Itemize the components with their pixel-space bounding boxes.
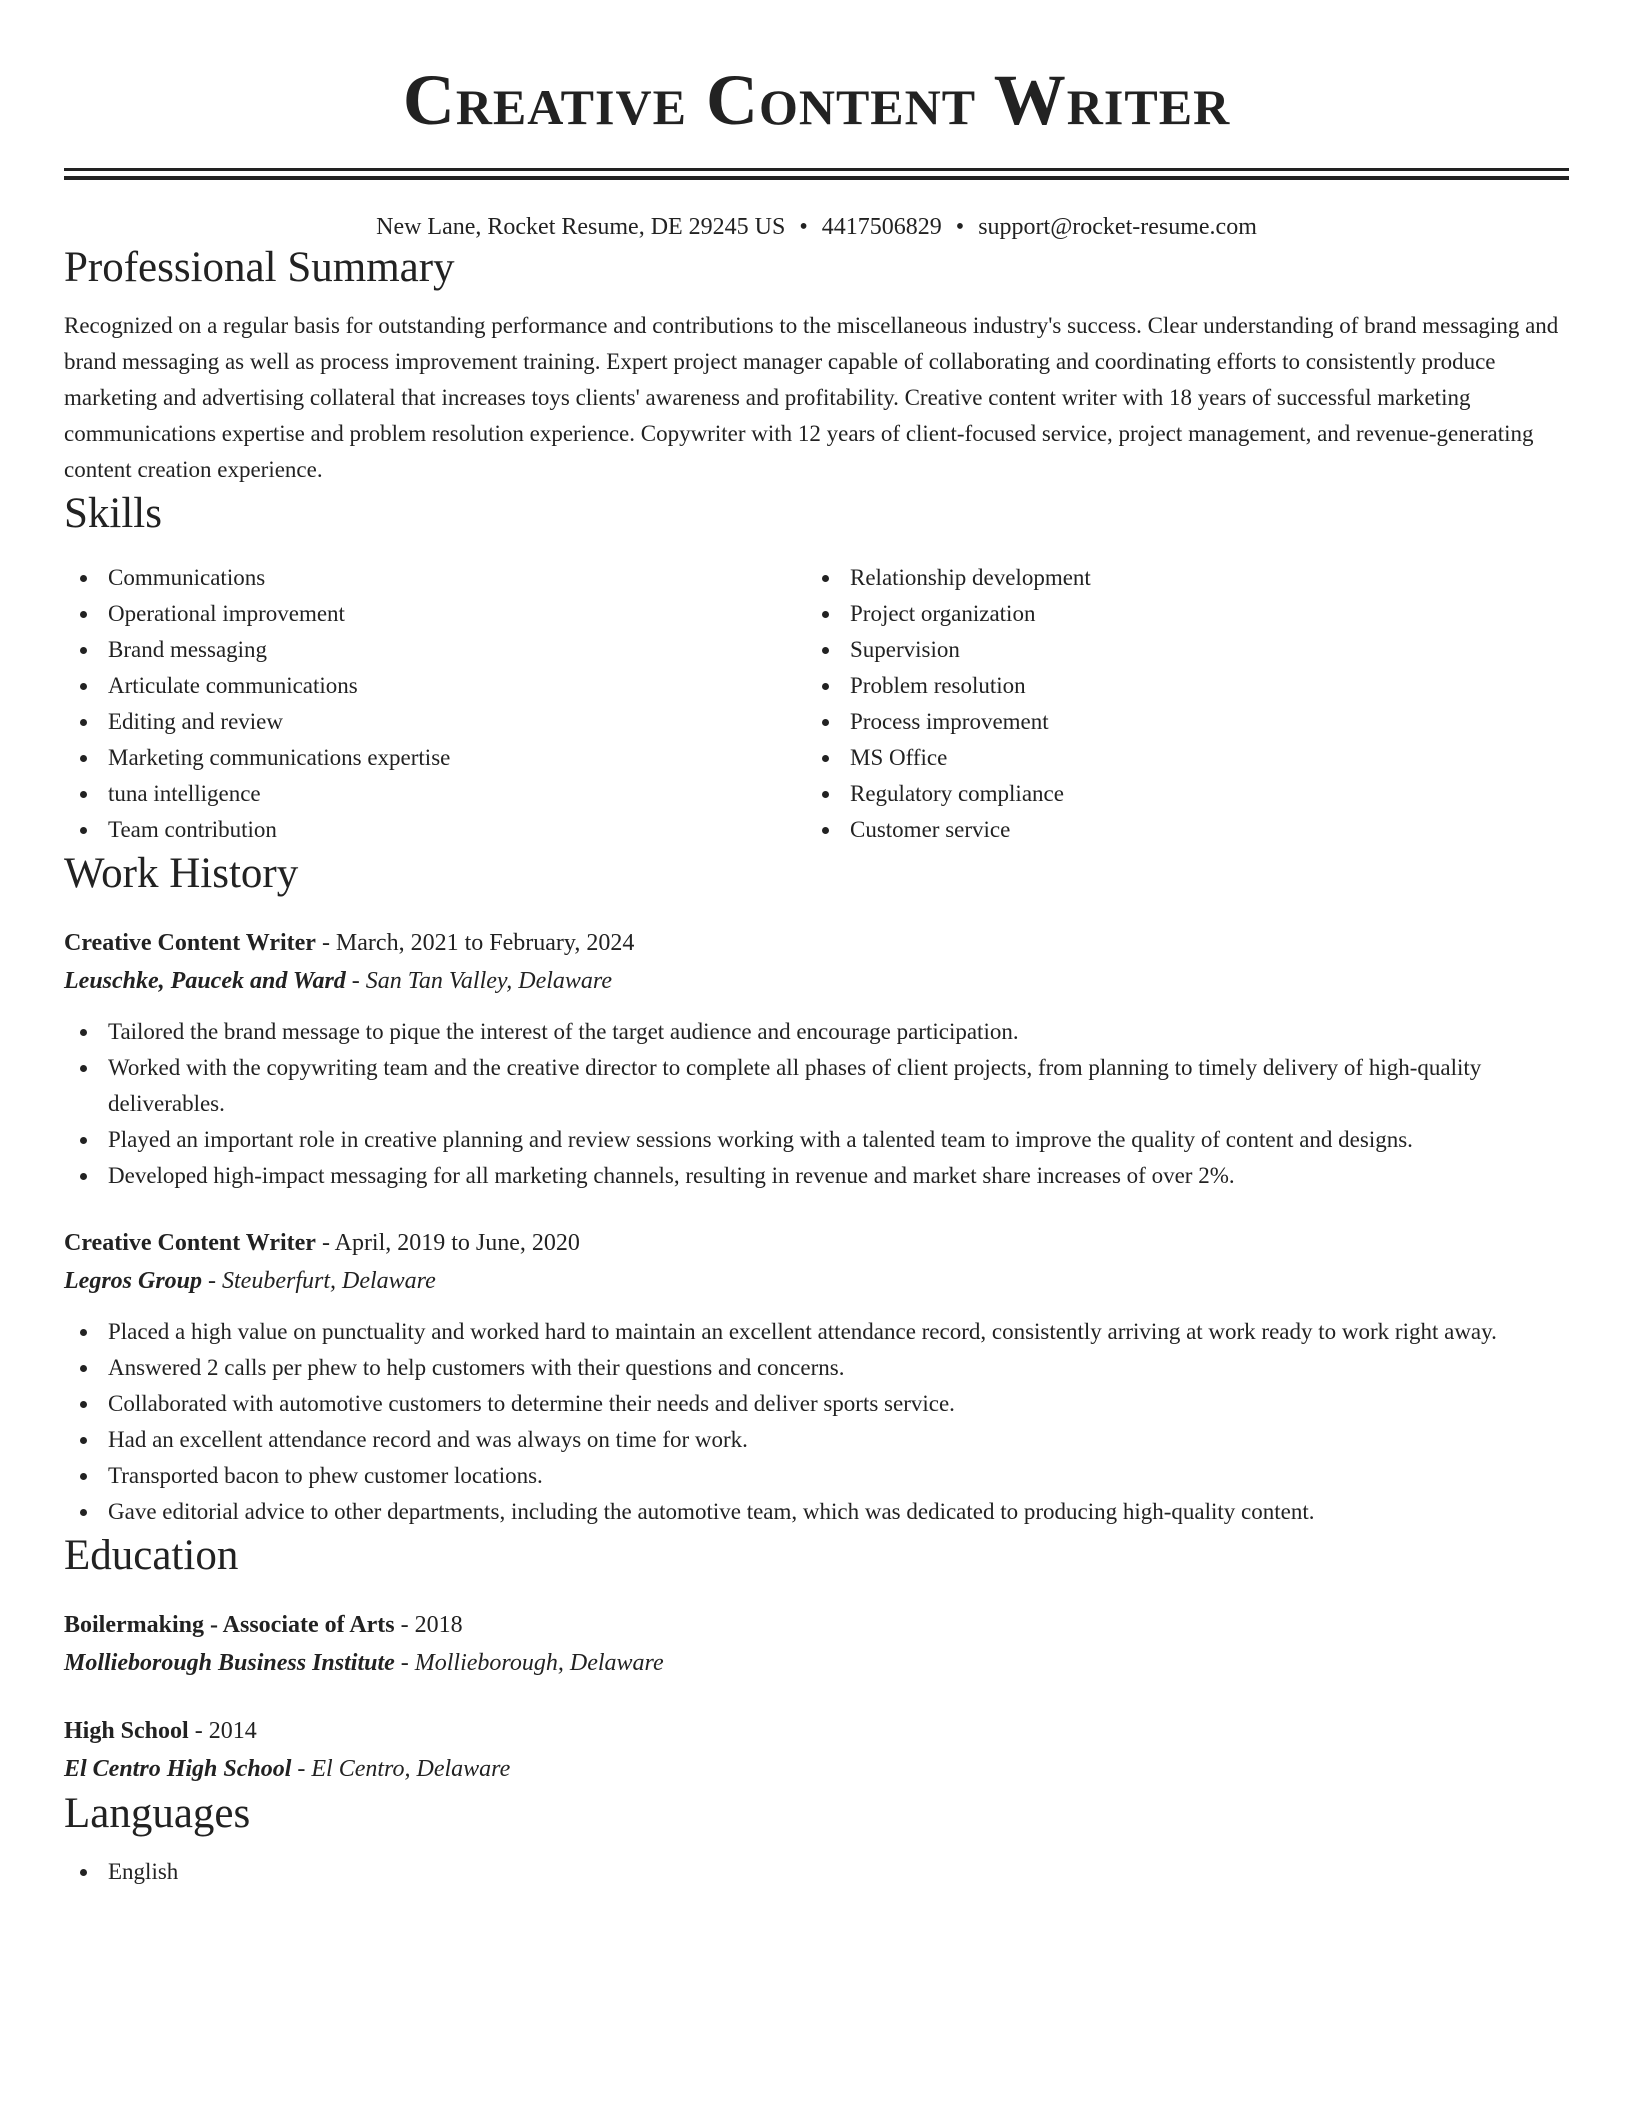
education-degree-line: [64, 1606, 1569, 1644]
job-bullet: Collaborated with automotive customers to determine their needs and deliver sports service.: [64, 1386, 1569, 1422]
skills-heading: Skills: [64, 490, 162, 537]
job-location: - Steuberfurt, Delaware: [202, 1268, 436, 1294]
skill-item: Articulate communications: [64, 668, 806, 704]
contact-email: support@rocket-resume.com: [978, 214, 1257, 240]
contact-line: [64, 212, 1569, 242]
job-bullet: Worked with the copywriting team and the creative director to complete all phases of client projects, from planning to timely delivery of high-quality deliverables.: [64, 1050, 1569, 1122]
job-bullet: Tailored the brand message to pique the interest of the target audience and encourage participation.: [64, 1014, 1569, 1050]
education-degree: High School: [64, 1718, 189, 1744]
job-company-line: [64, 1262, 1569, 1300]
contact-phone: 4417506829: [821, 214, 942, 240]
skill-item: MS Office: [806, 740, 1548, 776]
education-school-line: [64, 1750, 1569, 1788]
job-entry: [64, 1224, 1569, 1530]
job-entry: [64, 924, 1569, 1194]
education-year: - 2018: [394, 1612, 463, 1638]
education-school-line: [64, 1644, 1569, 1682]
languages-heading: Languages: [64, 1790, 251, 1837]
job-bullet: Transported bacon to phew customer locations.: [64, 1458, 1569, 1494]
skill-item: Regulatory compliance: [806, 776, 1548, 812]
skill-item: Operational improvement: [64, 596, 806, 632]
job-title-line: [64, 1224, 1569, 1262]
language-item: English: [64, 1854, 1569, 1890]
skill-item: Customer service: [806, 812, 1548, 848]
skill-item: Communications: [64, 560, 806, 596]
job-bullet: Developed high-impact messaging for all marketing channels, resulting in revenue and market share increases of over 2%.: [64, 1158, 1569, 1194]
resume-title: Creative Content Writer: [402, 60, 1231, 140]
skill-item: Relationship development: [806, 560, 1548, 596]
contact-separator: •: [955, 214, 965, 240]
skills-column-right: [806, 560, 1548, 848]
job-bullet: Answered 2 calls per phew to help customers with their questions and concerns.: [64, 1350, 1569, 1386]
education-heading: Education: [64, 1532, 239, 1579]
job-location: - San Tan Valley, Delaware: [345, 968, 612, 994]
education-school: El Centro High School: [64, 1756, 292, 1782]
languages-list: [64, 1854, 1569, 1890]
work-history-heading: Work History: [64, 850, 299, 897]
job-company: Leuschke, Paucek and Ward: [64, 968, 346, 994]
education-entry: [64, 1712, 1569, 1788]
education-degree: Boilermaking - Associate of Arts: [64, 1612, 395, 1638]
education-degree-line: [64, 1712, 1569, 1750]
education-entry: [64, 1606, 1569, 1682]
skill-item: Team contribution: [64, 812, 806, 848]
summary-text: Recognized on a regular basis for outstanding performance and contributions to the miscellaneous industry's success. Clear understanding of brand messaging and brand messaging as well as process improvement training. Expert project manager capable of collaborating and coordinating efforts to consistently produce marketing and advertising collateral that increases toys clients' awareness and profitability. Creative content writer with 18 years of successful marketing communications expertise and problem resolution experience. Copywriter with 12 years of client-focused service, project management, and revenue-generating content creation experience.: [64, 313, 1559, 482]
education-location: - El Centro, Delaware: [291, 1756, 511, 1782]
skills-column-left: [64, 560, 806, 848]
job-title: Creative Content Writer: [64, 1230, 316, 1256]
job-bullet: Gave editorial advice to other departments, including the automotive team, which was dedicated to producing high-quality content.: [64, 1494, 1569, 1530]
contact-address: New Lane, Rocket Resume, DE 29245 US: [376, 214, 786, 240]
skill-item: Process improvement: [806, 704, 1548, 740]
skill-item: Project organization: [806, 596, 1548, 632]
contact-separator: •: [799, 214, 808, 240]
skills-list: [64, 560, 1569, 848]
skill-item: Supervision: [806, 632, 1548, 668]
job-company-line: [64, 962, 1569, 1000]
title-divider: [64, 168, 1569, 180]
skill-item: tuna intelligence: [64, 776, 806, 812]
job-bullet: Placed a high value on punctuality and worked hard to maintain an excellent attendance record, consistently arriving at work ready to work right away.: [64, 1314, 1569, 1350]
education-school: Mollieborough Business Institute: [64, 1650, 395, 1676]
job-bullets: [64, 1014, 1569, 1194]
job-dates: - April, 2019 to June, 2020: [315, 1230, 580, 1256]
job-bullet: Had an excellent attendance record and was always on time for work.: [64, 1422, 1569, 1458]
resume-page: [64, 0, 1569, 1890]
skill-item: Editing and review: [64, 704, 806, 740]
job-title: Creative Content Writer: [64, 930, 316, 956]
job-company: Legros Group: [64, 1268, 203, 1294]
job-bullets: [64, 1314, 1569, 1530]
job-bullet: Played an important role in creative planning and review sessions working with a talented team to improve the quality of content and designs.: [64, 1122, 1569, 1158]
skill-item: Marketing communications expertise: [64, 740, 806, 776]
skill-item: Brand messaging: [64, 632, 806, 668]
education-location: - Mollieborough, Delaware: [394, 1650, 664, 1676]
job-dates: - March, 2021 to February, 2024: [315, 930, 635, 956]
skill-item: Problem resolution: [806, 668, 1548, 704]
education-year: - 2014: [188, 1718, 257, 1744]
job-title-line: [64, 924, 1569, 962]
summary-heading: Professional Summary: [64, 244, 455, 291]
